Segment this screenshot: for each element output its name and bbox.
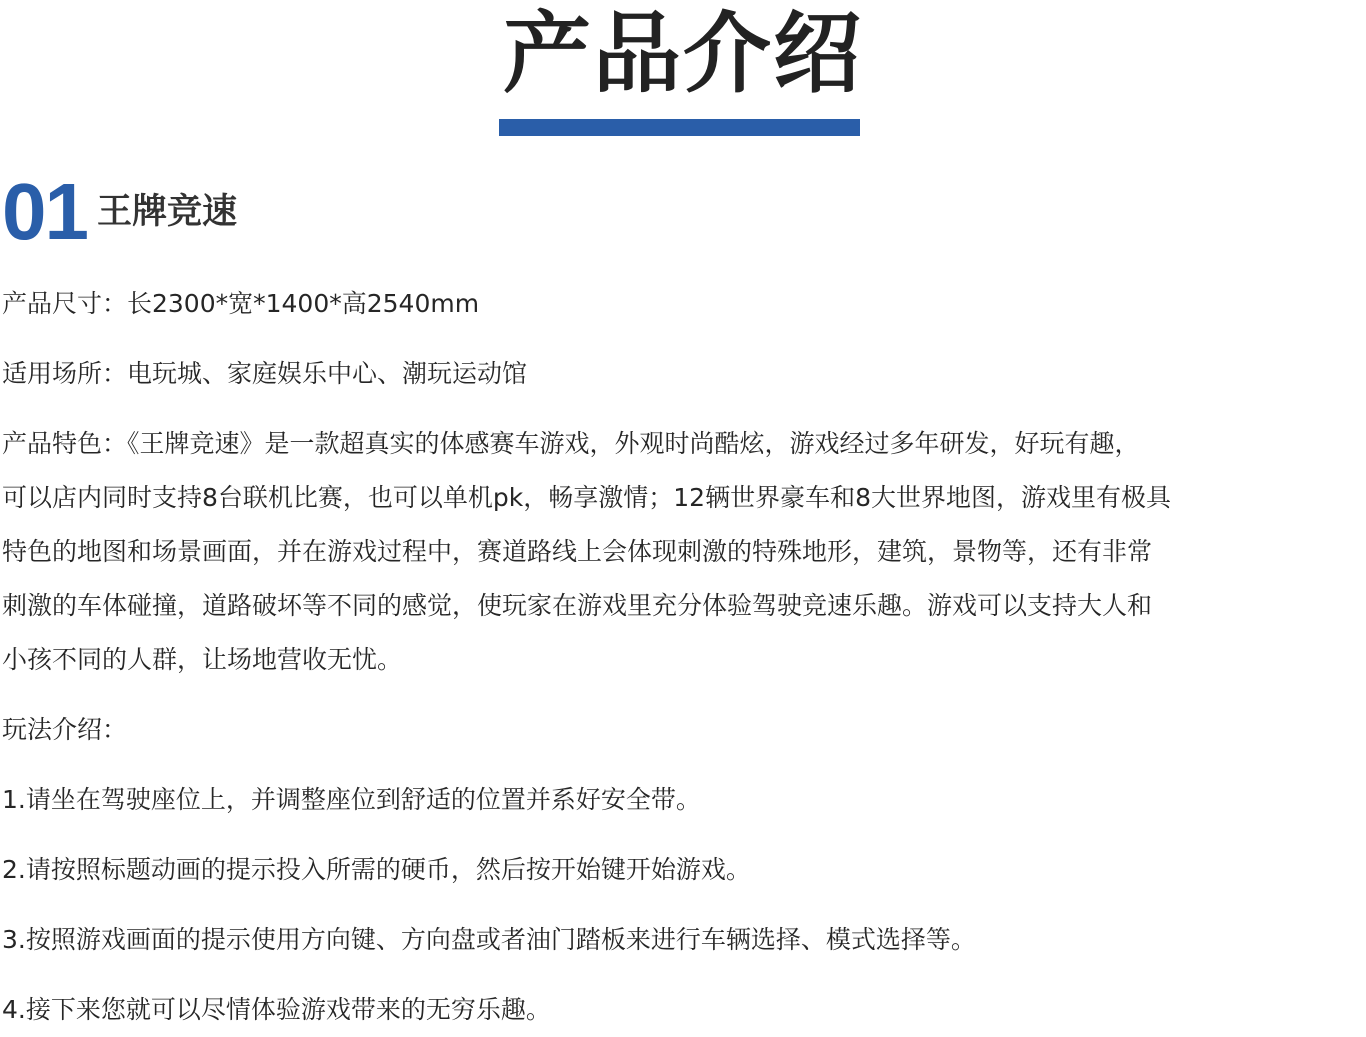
feature-line: 产品特色：《王牌竞速》是一款超真实的体感赛车游戏，外观时尚酷炫，游戏经过多年研发，好玩有趣，	[2, 429, 1140, 458]
page-title: 产品介绍	[502, 2, 863, 105]
feature-line: 特色的地图和场景画面，并在游戏过程中，赛道路线上会体现刺激的特殊地形，建筑，景物等，还有非常	[2, 537, 1153, 566]
gameplay-step: 2.请按照标题动画的提示投入所需的硬币，然后按开始键开始游戏。	[2, 855, 751, 884]
feature-line: 可以店内同时支持8台联机比赛，也可以单机pk，畅享激情；12辆世界豪车和8大世界地图，游戏里有极具	[2, 483, 1171, 512]
gameplay-step: 4.接下来您就可以尽情体验游戏带来的无穷乐趣。	[2, 995, 551, 1024]
gameplay-step: 3.按照游戏画面的提示使用方向键、方向盘或者油门踏板来进行车辆选择、模式选择等。	[2, 925, 976, 954]
title-underline	[499, 119, 860, 136]
feature-line: 刺激的车体碰撞，道路破坏等不同的感觉，使玩家在游戏里充分体验驾驶竞速乐趣。游戏可以支持大人和	[2, 591, 1153, 620]
page-header	[0, 0, 1366, 140]
product-size: 产品尺寸：长2300*宽*1400*高2540mm	[2, 289, 480, 318]
feature-line: 小孩不同的人群，让场地营收无忧。	[2, 645, 403, 674]
product-features	[2, 417, 1364, 687]
gameplay-step: 1.请坐在驾驶座位上，并调整座位到舒适的位置并系好安全带。	[2, 785, 701, 814]
product-venues: 适用场所：电玩城、家庭娱乐中心、潮玩运动馆	[2, 359, 528, 388]
gameplay-heading: 玩法介绍：	[2, 715, 128, 744]
section-number: 01	[2, 167, 87, 256]
section-title: 王牌竞速	[97, 192, 238, 232]
section-heading	[2, 167, 602, 256]
